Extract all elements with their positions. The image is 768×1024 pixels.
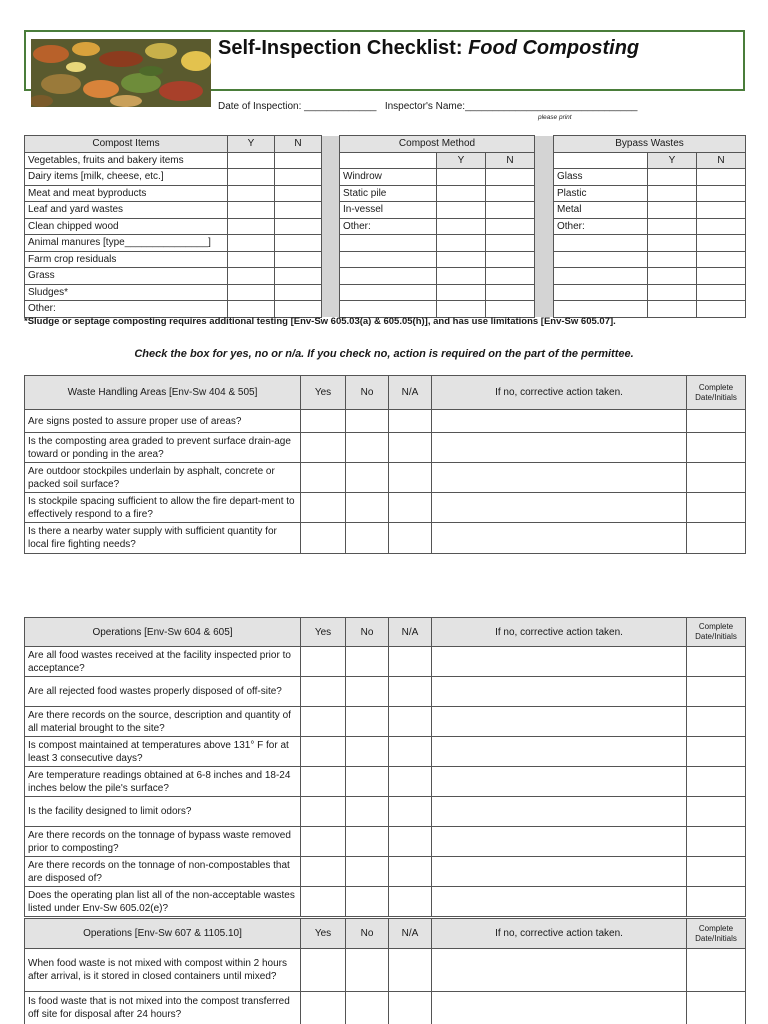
question-row	[25, 767, 746, 797]
bypass-waste-label: Plastic	[554, 185, 648, 202]
compost-table-row	[25, 185, 746, 202]
compost-method-label	[340, 284, 437, 301]
column-gap	[322, 301, 340, 318]
compost-table-row	[25, 251, 746, 268]
compost-method-y-checkbox[interactable]	[437, 301, 486, 318]
question-row	[25, 410, 746, 433]
compost-summary-table	[24, 135, 746, 318]
compost-item-n-checkbox[interactable]	[275, 152, 322, 169]
compost-item-label: Vegetables, fruits and bakery items	[25, 152, 228, 169]
complete-date-initials-field[interactable]	[687, 737, 746, 767]
question-row	[25, 523, 746, 554]
compost-table-row	[25, 218, 746, 235]
na-checkbox[interactable]	[389, 949, 432, 992]
complete-date-initials-field[interactable]	[687, 707, 746, 737]
question-text: Are temperature readings obtained at 6-8 inches and 18-24 inches below the pile's surface?	[25, 767, 301, 797]
question-text: Are there records on the tonnage of bypass waste removed prior to composting?	[25, 827, 301, 857]
col-na: N/A	[389, 376, 432, 410]
na-checkbox[interactable]	[389, 410, 432, 433]
bypass-y-checkbox[interactable]	[648, 202, 697, 219]
yes-checkbox[interactable]	[301, 677, 346, 707]
corrective-action-field[interactable]	[432, 647, 687, 677]
column-gap	[535, 235, 554, 252]
column-gap	[322, 136, 340, 153]
bypass-y-checkbox[interactable]	[648, 185, 697, 202]
compost-item-n-checkbox[interactable]	[275, 169, 322, 186]
column-gap	[322, 235, 340, 252]
bypass-y-checkbox[interactable]	[648, 268, 697, 285]
compost-item-y-checkbox[interactable]	[228, 251, 275, 268]
compost-item-y-checkbox[interactable]	[228, 284, 275, 301]
column-gap	[322, 169, 340, 186]
compost-item-label: Clean chipped wood	[25, 218, 228, 235]
compost-method-label	[340, 301, 437, 318]
bypass-y-header: Y	[648, 152, 697, 169]
bypass-waste-label	[554, 268, 648, 285]
complete-date-initials-field[interactable]	[687, 767, 746, 797]
no-checkbox[interactable]	[346, 737, 389, 767]
col-complete: Complete Date/Initials	[687, 618, 746, 647]
compost-table-row	[25, 235, 746, 252]
complete-date-initials-field[interactable]	[687, 463, 746, 493]
sludge-footnote: *Sludge or septage composting requires additional testing [Env-Sw 605.03(a) & 605.05(h)], and has use limitations [Env-Sw 605.07].	[24, 316, 616, 327]
compost-items-n-header: N	[275, 136, 322, 153]
column-gap	[535, 301, 554, 318]
bypass-blank	[554, 152, 648, 169]
bypass-y-checkbox[interactable]	[648, 284, 697, 301]
corrective-action-field[interactable]	[432, 797, 687, 827]
question-row	[25, 949, 746, 992]
compost-table-row	[25, 284, 746, 301]
bypass-waste-label	[554, 301, 648, 318]
corrective-action-field[interactable]	[432, 410, 687, 433]
column-gap	[322, 152, 340, 169]
bypass-n-checkbox[interactable]	[697, 185, 746, 202]
no-checkbox[interactable]	[346, 949, 389, 992]
question-text: Is compost maintained at temperatures above 131° F for at least 3 consecutive days?	[25, 737, 301, 767]
bypass-waste-label: Metal	[554, 202, 648, 219]
na-checkbox[interactable]	[389, 463, 432, 493]
compost-item-n-checkbox[interactable]	[275, 268, 322, 285]
compost-method-y-checkbox[interactable]	[437, 268, 486, 285]
title-italic: Food Composting	[468, 37, 640, 59]
compost-method-label: Windrow	[340, 169, 437, 186]
compost-method-y-checkbox[interactable]	[437, 284, 486, 301]
compost-method-n-checkbox[interactable]	[486, 268, 535, 285]
no-checkbox[interactable]	[346, 410, 389, 433]
compost-item-y-checkbox[interactable]	[228, 235, 275, 252]
question-text: When food waste is not mixed with compost within 2 hours after arrival, is it stored in closed containers until mixed?	[25, 949, 301, 992]
complete-date-initials-field[interactable]	[687, 887, 746, 917]
question-text: Is the composting area graded to prevent surface drain-age toward or ponding in the area?	[25, 433, 301, 463]
compost-item-label: Animal manures [type_______________]	[25, 235, 228, 252]
bypass-waste-label: Glass	[554, 169, 648, 186]
compost-item-n-checkbox[interactable]	[275, 251, 322, 268]
col-no: No	[346, 618, 389, 647]
yes-checkbox[interactable]	[301, 463, 346, 493]
compost-item-n-checkbox[interactable]	[275, 284, 322, 301]
column-gap	[535, 202, 554, 219]
complete-date-initials-field[interactable]	[687, 797, 746, 827]
complete-date-initials-field[interactable]	[687, 827, 746, 857]
compost-method-n-checkbox[interactable]	[486, 185, 535, 202]
compost-method-label	[340, 268, 437, 285]
bypass-n-checkbox[interactable]	[697, 251, 746, 268]
question-text: Are there records on the tonnage of non-compostables that are disposed of?	[25, 857, 301, 887]
compost-method-label: Other:	[340, 218, 437, 235]
no-checkbox[interactable]	[346, 707, 389, 737]
question-text: Is there a nearby water supply with sufficient quantity for local fire fighting needs?	[25, 523, 301, 554]
corrective-action-field[interactable]	[432, 677, 687, 707]
corrective-action-field[interactable]	[432, 707, 687, 737]
bypass-n-checkbox[interactable]	[697, 268, 746, 285]
question-row	[25, 707, 746, 737]
no-checkbox[interactable]	[346, 992, 389, 1024]
bypass-y-checkbox[interactable]	[648, 251, 697, 268]
compost-item-n-checkbox[interactable]	[275, 185, 322, 202]
col-yes: Yes	[301, 919, 346, 949]
compost-method-header: Compost Method	[340, 136, 535, 153]
compost-photo	[31, 39, 211, 107]
no-checkbox[interactable]	[346, 433, 389, 463]
bypass-y-checkbox[interactable]	[648, 218, 697, 235]
column-gap	[535, 169, 554, 186]
date-of-inspection-field[interactable]: Date of Inspection: _____________	[218, 101, 377, 112]
bypass-n-checkbox[interactable]	[697, 301, 746, 318]
corrective-action-field[interactable]	[432, 737, 687, 767]
question-text: Does the operating plan list all of the non-acceptable wastes listed under Env-Sw 605.02(e)?	[25, 887, 301, 917]
col-corrective: If no, corrective action taken.	[432, 376, 687, 410]
bypass-waste-label	[554, 251, 648, 268]
compost-method-n-checkbox[interactable]	[486, 251, 535, 268]
question-row	[25, 463, 746, 493]
column-gap	[535, 136, 554, 153]
compost-items-header: Compost Items	[25, 136, 228, 153]
complete-date-initials-field[interactable]	[687, 493, 746, 523]
col-corrective: If no, corrective action taken.	[432, 919, 687, 949]
question-text: Is food waste that is not mixed into the compost transferred off site for disposal after 24 hours?	[25, 992, 301, 1024]
no-checkbox[interactable]	[346, 887, 389, 917]
col-yes: Yes	[301, 618, 346, 647]
bypass-n-header: N	[697, 152, 746, 169]
compost-method-y-header: Y	[437, 152, 486, 169]
bypass-waste-label	[554, 235, 648, 252]
yes-checkbox[interactable]	[301, 647, 346, 677]
yes-checkbox[interactable]	[301, 737, 346, 767]
compost-method-n-checkbox[interactable]	[486, 202, 535, 219]
column-gap	[535, 284, 554, 301]
compost-method-y-checkbox[interactable]	[437, 235, 486, 252]
complete-date-initials-field[interactable]	[687, 647, 746, 677]
compost-method-n-checkbox[interactable]	[486, 301, 535, 318]
compost-item-y-checkbox[interactable]	[228, 268, 275, 285]
compost-table-row	[25, 202, 746, 219]
na-checkbox[interactable]	[389, 707, 432, 737]
compost-item-label: Grass	[25, 268, 228, 285]
corrective-action-field[interactable]	[432, 767, 687, 797]
column-gap	[535, 185, 554, 202]
no-checkbox[interactable]	[346, 797, 389, 827]
na-checkbox[interactable]	[389, 992, 432, 1024]
complete-date-initials-field[interactable]	[687, 410, 746, 433]
please-print-note: please print	[538, 114, 572, 121]
col-yes: Yes	[301, 376, 346, 410]
yes-checkbox[interactable]	[301, 523, 346, 554]
no-checkbox[interactable]	[346, 677, 389, 707]
question-text: Is the facility designed to limit odors?	[25, 797, 301, 827]
compost-method-y-checkbox[interactable]	[437, 185, 486, 202]
col-complete: Complete Date/Initials	[687, 919, 746, 949]
na-checkbox[interactable]	[389, 493, 432, 523]
bypass-n-checkbox[interactable]	[697, 235, 746, 252]
yes-checkbox[interactable]	[301, 707, 346, 737]
question-text: Is stockpile spacing sufficient to allow the fire depart-ment to effectively respond to a fire?	[25, 493, 301, 523]
bypass-wastes-header: Bypass Wastes	[554, 136, 746, 153]
na-checkbox[interactable]	[389, 737, 432, 767]
corrective-action-field[interactable]	[432, 493, 687, 523]
column-gap	[322, 284, 340, 301]
compost-method-blank	[340, 152, 437, 169]
bypass-n-checkbox[interactable]	[697, 218, 746, 235]
compost-method-y-checkbox[interactable]	[437, 169, 486, 186]
question-text: Are all rejected food wastes properly disposed of off-site?	[25, 677, 301, 707]
col-na: N/A	[389, 919, 432, 949]
compost-item-n-checkbox[interactable]	[275, 235, 322, 252]
corrective-action-field[interactable]	[432, 827, 687, 857]
inspection-meta	[218, 101, 638, 112]
compost-item-y-checkbox[interactable]	[228, 301, 275, 318]
inspector-name-field[interactable]: Inspector's Name:_______________________________	[384, 101, 638, 112]
column-gap	[322, 202, 340, 219]
yes-checkbox[interactable]	[301, 410, 346, 433]
bypass-waste-label	[554, 284, 648, 301]
operations-table	[24, 617, 746, 917]
no-checkbox[interactable]	[346, 857, 389, 887]
corrective-action-field[interactable]	[432, 463, 687, 493]
no-checkbox[interactable]	[346, 767, 389, 797]
bypass-waste-label: Other:	[554, 218, 648, 235]
column-gap	[535, 268, 554, 285]
question-text: Are all food wastes received at the facility inspected prior to acceptance?	[25, 647, 301, 677]
compost-method-n-header: N	[486, 152, 535, 169]
compost-item-y-checkbox[interactable]	[228, 152, 275, 169]
compost-table-row	[25, 268, 746, 285]
na-checkbox[interactable]	[389, 433, 432, 463]
question-row	[25, 887, 746, 917]
yes-checkbox[interactable]	[301, 493, 346, 523]
complete-date-initials-field[interactable]	[687, 949, 746, 992]
bypass-y-checkbox[interactable]	[648, 301, 697, 318]
corrective-action-field[interactable]	[432, 887, 687, 917]
instruction-text: Check the box for yes, no or n/a. If you check no, action is required on the part of the permittee.	[134, 348, 634, 360]
compost-item-y-checkbox[interactable]	[228, 185, 275, 202]
column-gap	[535, 251, 554, 268]
compost-table-row	[25, 169, 746, 186]
question-text: Are outdoor stockpiles underlain by asphalt, concrete or packed soil surface?	[25, 463, 301, 493]
na-checkbox[interactable]	[389, 797, 432, 827]
compost-method-n-checkbox[interactable]	[486, 169, 535, 186]
compost-item-y-checkbox[interactable]	[228, 218, 275, 235]
compost-method-y-checkbox[interactable]	[437, 251, 486, 268]
yes-checkbox[interactable]	[301, 433, 346, 463]
question-row	[25, 677, 746, 707]
complete-date-initials-field[interactable]	[687, 992, 746, 1024]
yes-checkbox[interactable]	[301, 857, 346, 887]
na-checkbox[interactable]	[389, 677, 432, 707]
col-complete: Complete Date/Initials	[687, 376, 746, 410]
compost-method-label: Static pile	[340, 185, 437, 202]
compost-method-n-checkbox[interactable]	[486, 284, 535, 301]
column-gap	[322, 251, 340, 268]
yes-checkbox[interactable]	[301, 887, 346, 917]
bypass-y-checkbox[interactable]	[648, 235, 697, 252]
compost-item-label: Farm crop residuals	[25, 251, 228, 268]
na-checkbox[interactable]	[389, 523, 432, 554]
complete-date-initials-field[interactable]	[687, 523, 746, 554]
na-checkbox[interactable]	[389, 827, 432, 857]
yes-checkbox[interactable]	[301, 797, 346, 827]
column-gap	[322, 185, 340, 202]
yes-checkbox[interactable]	[301, 767, 346, 797]
column-gap	[535, 152, 554, 169]
col-corrective: If no, corrective action taken.	[432, 618, 687, 647]
operations2-header: Operations [Env-Sw 607 & 1105.10]	[25, 919, 301, 949]
compost-item-label: Leaf and yard wastes	[25, 202, 228, 219]
compost-method-label: In-vessel	[340, 202, 437, 219]
compost-method-label	[340, 235, 437, 252]
col-no: No	[346, 919, 389, 949]
corrective-action-field[interactable]	[432, 857, 687, 887]
corrective-action-field[interactable]	[432, 523, 687, 554]
question-row	[25, 493, 746, 523]
question-row	[25, 433, 746, 463]
na-checkbox[interactable]	[389, 887, 432, 917]
complete-date-initials-field[interactable]	[687, 433, 746, 463]
corrective-action-field[interactable]	[432, 433, 687, 463]
compost-item-label: Other:	[25, 301, 228, 318]
question-row	[25, 827, 746, 857]
na-checkbox[interactable]	[389, 767, 432, 797]
yes-checkbox[interactable]	[301, 992, 346, 1024]
operations2-table	[24, 918, 746, 1024]
col-no: No	[346, 376, 389, 410]
compost-item-n-checkbox[interactable]	[275, 202, 322, 219]
compost-table-row	[25, 301, 746, 318]
page-title	[218, 37, 639, 60]
compost-items-y-header: Y	[228, 136, 275, 153]
question-row	[25, 992, 746, 1024]
compost-table-row	[25, 152, 746, 169]
compost-method-n-checkbox[interactable]	[486, 218, 535, 235]
no-checkbox[interactable]	[346, 647, 389, 677]
yes-checkbox[interactable]	[301, 827, 346, 857]
column-gap	[322, 268, 340, 285]
na-checkbox[interactable]	[389, 857, 432, 887]
question-row	[25, 857, 746, 887]
bypass-n-checkbox[interactable]	[697, 169, 746, 186]
complete-date-initials-field[interactable]	[687, 857, 746, 887]
no-checkbox[interactable]	[346, 463, 389, 493]
compost-item-label: Dairy items [milk, cheese, etc.]	[25, 169, 228, 186]
bypass-n-checkbox[interactable]	[697, 284, 746, 301]
compost-item-n-checkbox[interactable]	[275, 218, 322, 235]
question-row	[25, 737, 746, 767]
compost-item-n-checkbox[interactable]	[275, 301, 322, 318]
compost-method-y-checkbox[interactable]	[437, 218, 486, 235]
compost-method-y-checkbox[interactable]	[437, 202, 486, 219]
title-main: Self-Inspection Checklist:	[218, 37, 469, 59]
corrective-action-field[interactable]	[432, 949, 687, 992]
no-checkbox[interactable]	[346, 493, 389, 523]
question-row	[25, 647, 746, 677]
na-checkbox[interactable]	[389, 647, 432, 677]
bypass-n-checkbox[interactable]	[697, 202, 746, 219]
no-checkbox[interactable]	[346, 827, 389, 857]
question-row	[25, 797, 746, 827]
corrective-action-field[interactable]	[432, 992, 687, 1024]
yes-checkbox[interactable]	[301, 949, 346, 992]
column-gap	[535, 218, 554, 235]
compost-item-y-checkbox[interactable]	[228, 169, 275, 186]
bypass-y-checkbox[interactable]	[648, 169, 697, 186]
question-text: Are there records on the source, description and quantity of all material brought to the site?	[25, 707, 301, 737]
compost-item-y-checkbox[interactable]	[228, 202, 275, 219]
operations-header: Operations [Env-Sw 604 & 605]	[25, 618, 301, 647]
waste-handling-header: Waste Handling Areas [Env-Sw 404 & 505]	[25, 376, 301, 410]
complete-date-initials-field[interactable]	[687, 677, 746, 707]
waste-handling-table	[24, 375, 746, 554]
column-gap	[322, 218, 340, 235]
question-text: Are signs posted to assure proper use of areas?	[25, 410, 301, 433]
compost-method-n-checkbox[interactable]	[486, 235, 535, 252]
no-checkbox[interactable]	[346, 523, 389, 554]
compost-item-label: Sludges*	[25, 284, 228, 301]
compost-method-label	[340, 251, 437, 268]
compost-table-header-row	[25, 136, 746, 153]
col-na: N/A	[389, 618, 432, 647]
compost-item-label: Meat and meat byproducts	[25, 185, 228, 202]
